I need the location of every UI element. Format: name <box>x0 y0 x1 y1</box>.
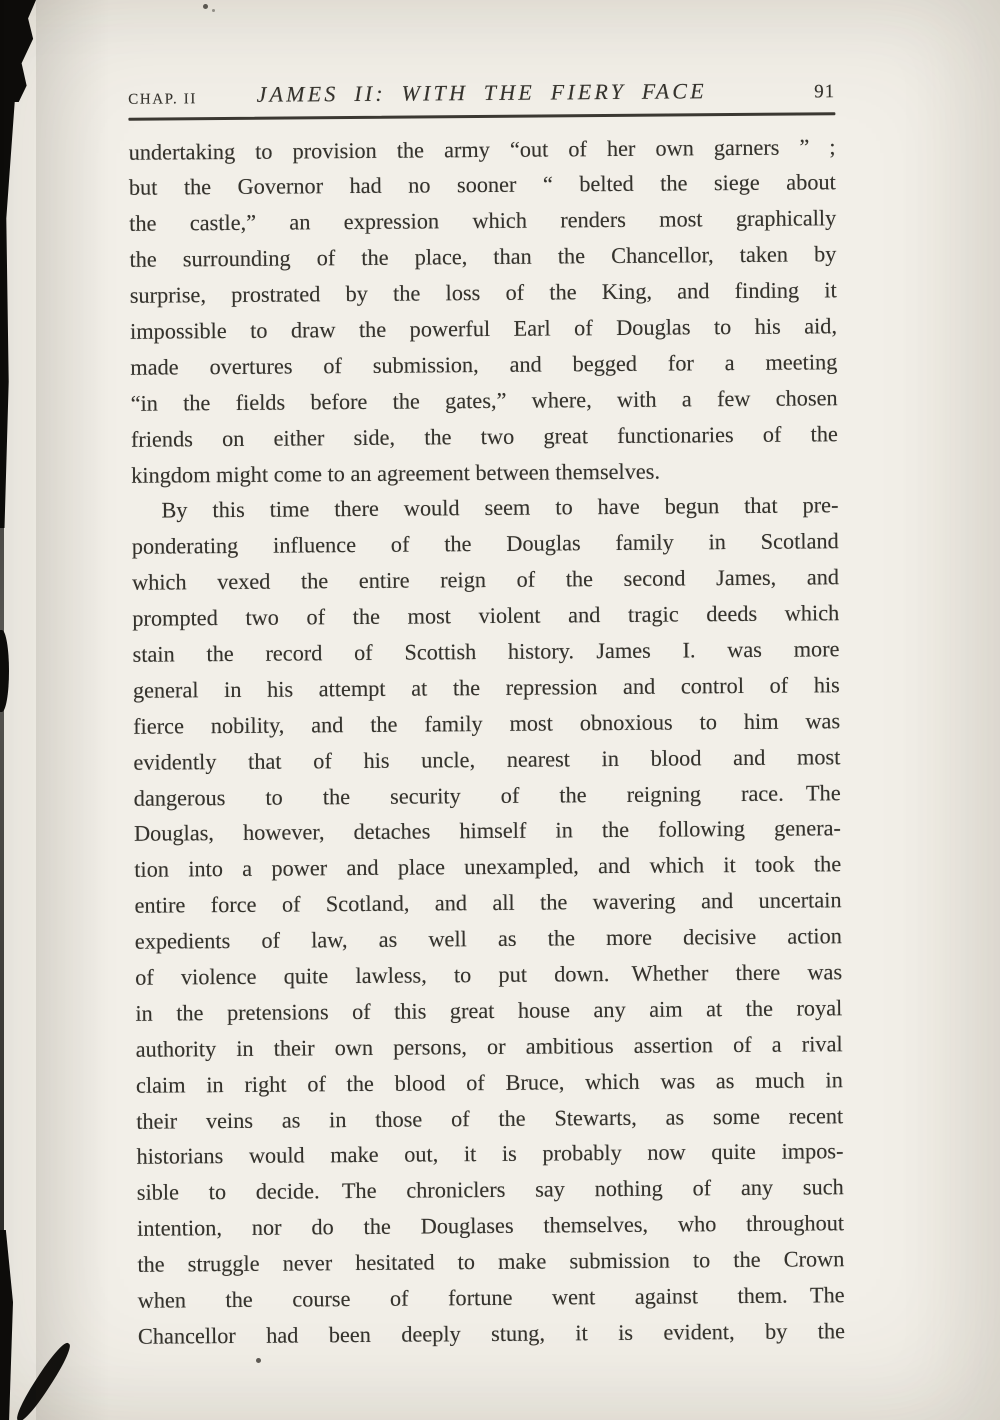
gutter-shadow <box>36 0 110 1420</box>
text-line: intention, nor do the Douglases themselves, who throughout <box>137 1210 845 1241</box>
text-line: impossible to draw the powerful Earl of Douglas to his aid, <box>129 313 838 344</box>
text-line: evidently that of his uncle, nearest in blood and most <box>133 743 841 775</box>
text-line: the struggle never hesitated to make submission to the Crown <box>137 1246 845 1277</box>
scan-speck <box>256 1358 261 1363</box>
text-line: undertaking to provision the army “out of her own garners ” ; <box>128 133 836 165</box>
binding-mark-bottom-left <box>0 1230 13 1420</box>
text-line: friends on either side, the two great functionaries of the <box>130 420 838 452</box>
text-line: ponderating influence of the Douglas family in Scotland <box>131 528 839 560</box>
text-line: the surrounding of the place, than the Chancellor, taken by <box>129 241 837 272</box>
binding-mark-mid-left <box>0 630 9 712</box>
text-line: which vexed the entire reign of the second James, and <box>131 564 840 595</box>
text-line: claim in right of the blood of Bruce, which was as much in <box>135 1066 843 1098</box>
text-line: in the pretensions of this great house any aim at the royal <box>135 995 843 1026</box>
scan-speck <box>203 4 208 9</box>
text-line: fierce nobility, and the family most obnoxious to him was <box>133 707 841 739</box>
header-rule <box>128 112 835 120</box>
text-line: the castle,” an expression which renders most graphically <box>129 205 837 237</box>
scan-speck <box>212 9 215 12</box>
text-line: but the Governor had no sooner “ belted the siege about <box>128 169 836 201</box>
text-line: general in his attempt at the repression and control of his <box>132 672 840 703</box>
text-line: tion into a power and place unexampled, and which it took the <box>134 851 842 883</box>
page-number: 91 <box>814 81 836 103</box>
text-line: expedients of law, as well as the more decisive action <box>134 923 842 954</box>
text-line: authority in their own persons, or ambitious assertion of a rival <box>135 1030 843 1062</box>
text-line: historians would make out, it is probably now quite impos- <box>136 1138 844 1170</box>
chapter-label: CHAP. II <box>128 91 197 108</box>
text-line: prompted two of the most violent and tragic deeds which <box>132 600 840 631</box>
text-line: their veins as in those of the Stewarts, as some recent <box>136 1102 844 1134</box>
text-line: sible to decide. The chroniclers say nothing of any such <box>136 1174 844 1206</box>
text-line: surprise, prostrated by the loss of the King, and finding it <box>129 277 837 308</box>
binding-mark-top-left <box>0 0 36 102</box>
text-line: “in the fields before the gates,” where, with a few chosen <box>130 384 838 416</box>
text-line: of violence quite lawless, to put down. Whether there was <box>135 959 843 990</box>
text-line: made overtures of submission, and begged for a meeting <box>130 349 838 380</box>
text-line: entire force of Scotland, and all the wavering and uncertain <box>134 887 842 918</box>
text-line: kingdom might come to an agreement between themselves. <box>131 458 661 488</box>
page-content <box>128 63 845 1354</box>
running-title: JAMES II: WITH THE FIERY FACE <box>256 78 707 107</box>
text-line: stain the record of Scottish history. James I. was more <box>132 636 840 667</box>
text-line: Chancellor had been deeply stung, it is evident, by the <box>137 1318 846 1349</box>
text-line: By this time there would seem to have begun that pre- <box>161 492 839 523</box>
text-line: Douglas, however, detaches himself in the following genera- <box>133 815 842 847</box>
text-line: when the course of fortune went against them. The <box>137 1282 845 1313</box>
page-header <box>128 63 835 109</box>
page-body <box>129 129 846 1355</box>
text-line: dangerous to the security of the reigning race. The <box>133 779 841 811</box>
